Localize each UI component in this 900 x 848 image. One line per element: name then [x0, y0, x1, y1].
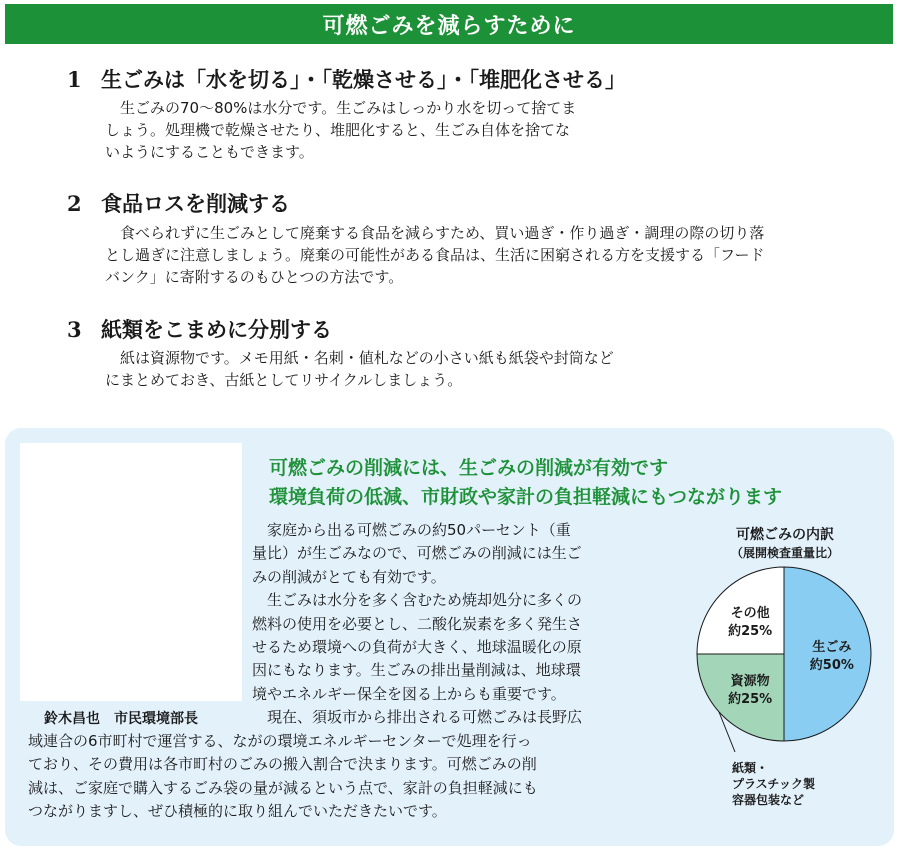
body-line: とし過ぎに注意しましょう。廃棄の可能性がある食品は、生活に困窮される方を支援する「フード	[105, 246, 765, 264]
section-title-text: 紙類をこまめに分別する	[101, 317, 332, 342]
chart-annotation	[732, 760, 815, 808]
section-3-body	[105, 347, 614, 391]
section-number: 3	[67, 317, 82, 342]
article-line: 因にもなります。生ごみの排出量削減は、地球環	[252, 661, 581, 680]
section-1-body	[105, 97, 576, 163]
body-line: 紙は資源物です。メモ用紙・名刺・値札などの小さい紙も紙袋や封筒など	[105, 349, 614, 367]
section-2-title	[67, 188, 290, 218]
annotation-line: 容器包装など	[732, 793, 805, 807]
pie-chart	[695, 564, 875, 754]
article-line: せるため環境への負荷が大きく、地球温暖化の原	[252, 638, 582, 657]
section-3-title	[67, 314, 332, 344]
section-1-title	[67, 64, 626, 94]
article-line: みの削減がとても有効です。	[252, 567, 446, 586]
body-line: 生ごみの70〜80%は水分です。生ごみはしっかり水を切って捨てま	[105, 99, 577, 117]
article-line: つながりますし、ぜひ積極的に取り組んでいただきたいです。	[28, 802, 447, 821]
section-2-body	[105, 222, 765, 288]
article-line: 量比）が生ごみなので、可燃ごみの削減には生ご	[252, 544, 582, 563]
body-line: 食べられずに生ごみとして廃棄する食品を減らすため、買い過ぎ・作り過ぎ・調理の際の切り落	[105, 224, 765, 242]
article-line: 家庭から出る可燃ごみの約50パーセント（重	[252, 521, 571, 539]
body-line: にまとめておき、古紙としてリサイクルしましょう。	[105, 371, 463, 389]
feature-headline-1: 可燃ごみの削減には、生ごみの削減が有効です	[269, 457, 669, 479]
body-line: しょう。処理機で乾燥させたり、堆肥化すると、生ごみ自体を捨てな	[105, 121, 571, 139]
chart-subtitle: （展開検査重量比）	[730, 546, 839, 560]
feature-article-lower	[28, 730, 538, 824]
article-line: 生ごみは水分を多く含むため焼却処分に多くの	[252, 591, 583, 610]
article-line: 燃料の使用を必要とし、二酸化炭素を多く発生さ	[252, 614, 583, 633]
feature-headline-2: 環境負荷の低減、市財政や家計の負担軽減にもつながります	[269, 486, 783, 508]
section-number: 1	[67, 67, 82, 92]
section-number: 2	[67, 191, 82, 216]
article-line: ており、その費用は各市町村のごみの搬入割合で決まります。可燃ごみの削	[28, 755, 537, 774]
feature-article-upper	[252, 519, 582, 730]
article-line: 境やエネルギー保全を図る上からも重要です。	[252, 684, 566, 703]
article-line: 域連合の6市町村で運営する、ながの環境エネルギーセンターで処理を行っ	[28, 732, 532, 750]
section-title-text: 生ごみは「水を切る」・「乾燥させる」・「堆肥化させる」	[101, 67, 626, 92]
slice-label-sonota: その他約25%	[728, 606, 773, 640]
page-banner: 可燃ごみを減らすために	[5, 4, 893, 44]
body-line: バンク」に寄附するのもひとつの方法です。	[105, 268, 404, 286]
body-line: いようにすることもできます。	[105, 143, 314, 161]
slice-label-shigenbutsu: 資源物約25%	[728, 673, 773, 707]
article-line: 減は、ご家庭で購入するごみ袋の量が減るという点で、家計の負担軽減にも	[28, 778, 538, 797]
article-line: 現在、須坂市から排出される可燃ごみは長野広	[252, 708, 583, 727]
annotation-line: 紙類・	[732, 761, 769, 775]
photo-caption: 鈴木昌也 市民環境部長	[44, 711, 198, 727]
section-title-text: 食品ロスを削減する	[101, 191, 290, 216]
annotation-line: プラスチック製	[732, 777, 816, 791]
chart-title: 可燃ごみの内訳	[736, 527, 834, 543]
slice-label-nama-gomi: 生ごみ約50%	[809, 640, 854, 673]
portrait-photo	[20, 443, 242, 701]
